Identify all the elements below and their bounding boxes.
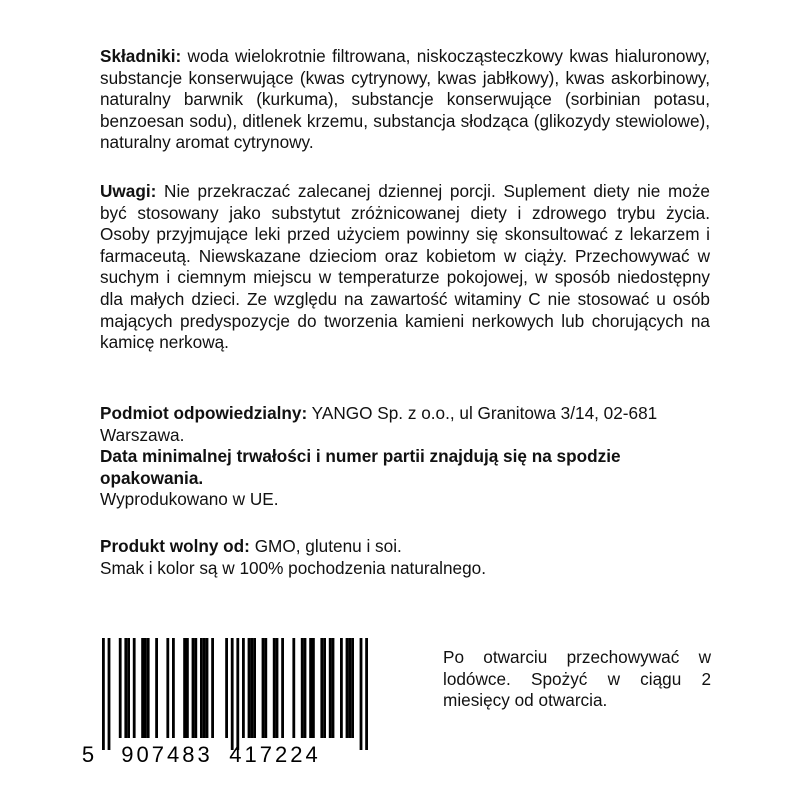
barcode-bar — [351, 638, 354, 738]
barcode-bar — [365, 638, 368, 750]
origin-note: Wyprodukowano w UE. — [100, 489, 279, 510]
barcode-bar — [301, 638, 304, 738]
barcode-bar — [262, 638, 265, 738]
free-from-heading: Produkt wolny od: — [100, 536, 250, 556]
barcode-bar — [273, 638, 276, 738]
barcode-bar — [253, 638, 256, 738]
expiry-note — [100, 446, 710, 489]
barcode-bar — [133, 638, 136, 738]
expiry-note-text: Data minimalnej trwałości i numer partii znajdują się na spodzie opakowania. — [100, 446, 621, 488]
barcode-bar — [211, 638, 214, 738]
free-from-section — [100, 536, 710, 579]
barcode-bar — [141, 638, 144, 738]
barcode-bar — [206, 638, 209, 738]
ingredients-text: woda wielokrotnie filtrowana, niskocząsteczkowy kwas hialuronowy, substancje konserwujące (kwas cytrynowy, kwas jabłkowy), kwas askorbinowy, naturalny barwnik (kurkuma), substancje konserwujące (sorbinian potasu, benzoesan sodu), ditlenek krzemu, substancja słodząca (glikozydy stewiolowe), naturalny aromat cytrynowy. — [100, 46, 710, 153]
barcode-bar — [248, 638, 251, 738]
barcode-bar — [124, 638, 127, 738]
barcode-bar — [166, 638, 169, 738]
barcode-bar — [320, 638, 323, 738]
barcode-bar — [225, 638, 228, 738]
barcode-bar — [192, 638, 195, 738]
barcode-bar — [346, 638, 349, 738]
free-from-text: GMO, glutenu i soi. — [254, 536, 402, 556]
barcode-bar — [360, 638, 363, 750]
responsible-paragraph — [100, 403, 710, 446]
barcode-bar — [348, 638, 351, 738]
barcode-bar — [340, 638, 343, 738]
barcode-bar — [329, 638, 332, 738]
barcode-bar — [127, 638, 130, 738]
barcode-left-digits: 907483 — [121, 742, 213, 767]
barcode-bar — [194, 638, 197, 738]
barcode-bar — [250, 638, 253, 738]
barcode-bar — [183, 638, 186, 738]
barcode-bar — [186, 638, 189, 738]
barcode-bars — [102, 638, 368, 750]
responsible-section — [100, 403, 710, 511]
warnings-heading: Uwagi: — [100, 181, 157, 201]
barcode-bar — [155, 638, 158, 738]
ingredients-paragraph — [100, 46, 710, 154]
barcode-bar — [231, 638, 234, 750]
barcode-bar — [323, 638, 326, 738]
warnings-paragraph — [100, 181, 710, 354]
barcode-right-digits: 417224 — [229, 742, 321, 767]
barcode-bar — [309, 638, 312, 738]
barcode-bar — [172, 638, 175, 738]
barcode-bar — [200, 638, 203, 738]
barcode-first-digit: 5 — [81, 742, 95, 767]
storage-after-opening-note: Po otwarciu przechowywać w lodówce. Spożyć w ciągu 2 miesięcy od otwarcia. — [443, 647, 711, 711]
barcode-bar — [102, 638, 105, 750]
warnings-text: Nie przekraczać zalecanej dziennej porcji. Suplement diety nie może być stosowany jako substytut zróżnicowanej diety i zdrowego trybu życia. Osoby przyjmujące leki przed użyciem powinny się skonsultować z lekarzem i farmaceutą. Niewskazane dzieciom oraz kobietom w ciąży. Przechowywać w suchym i ciemnym miejscu w temperaturze pokojowej, w sposób niedostępny dla małych dzieci. Ze względu na zawartość witaminy C nie stosować u osób mających predyspozycje do tworzenia kamieni nerkowych lub chorujących na kamicę nerkową. — [100, 181, 710, 353]
barcode-bar — [276, 638, 279, 738]
responsible-text: YANGO Sp. z o.o., ul Granitowa 3/14, 02-681 Warszawa. — [100, 403, 658, 445]
barcode-bar — [242, 638, 245, 738]
barcode-bar — [292, 638, 295, 738]
barcode-bar — [312, 638, 315, 738]
responsible-heading: Podmiot odpowiedzialny: — [100, 403, 308, 423]
barcode-bar — [304, 638, 307, 738]
barcode-bar — [119, 638, 122, 738]
free-from-paragraph — [100, 536, 710, 558]
ean-barcode — [78, 632, 368, 772]
barcode-bar — [147, 638, 150, 738]
barcode-bar — [144, 638, 147, 738]
barcode-bar — [332, 638, 335, 738]
barcode-bar — [203, 638, 206, 738]
taste-note: Smak i kolor są w 100% pochodzenia naturalnego. — [100, 557, 486, 578]
barcode-bar — [108, 638, 111, 750]
barcode-bar — [236, 638, 239, 750]
barcode-bar — [264, 638, 267, 738]
ingredients-heading: Składniki: — [100, 46, 182, 66]
barcode-bar — [281, 638, 284, 738]
barcode-graphic — [78, 632, 368, 767]
